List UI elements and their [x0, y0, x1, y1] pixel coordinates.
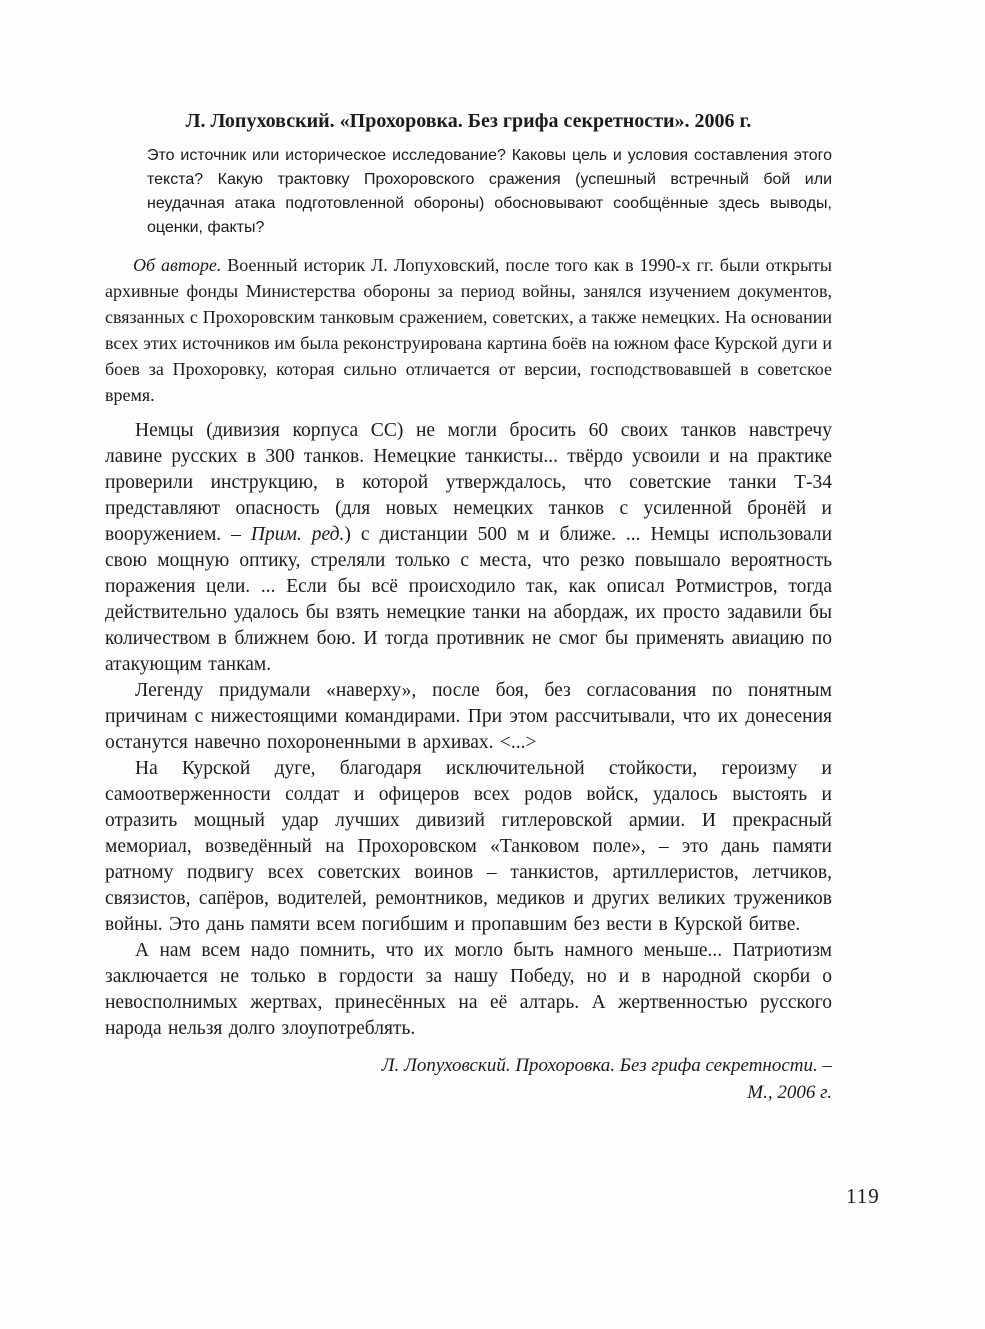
about-author-text: Военный историк Л. Лопуховский, после того как в 1990-х гг. были открыты архивные фонды Министерства обороны за период войны, занялся изучением документов, связанных с Прохоровским танковым сражением, советских, а также немецких. На основании всех этих источников им была реконструирована картина боёв на южном фасе Курской дуги и боев за Прохоровку, которая сильно отличается от версии, господствовавшей в советское время. [105, 255, 832, 405]
question-block: Это источник или историческое исследование? Каковы цель и условия составления этого текста? Какую трактовку Прохоровского сражения (успешный встречный бой или неудачная атака подготовленной обороны) обосновывают сообщённые здесь выводы, оценки, факты? [147, 147, 832, 236]
quote-paragraph-3: На Курской дуге, благодаря исключительной стойкости, героизму и самоотверженности солдат и офицеров всех родов войск, удалось выстоять и отразить мощный удар лучших дивизий гитлеровской армии. И прекрасный мемориал, возведённый на Прохоровском «Танковом поле», – это дань памяти ратному подвигу всех советских воинов – танкистов, артиллеристов, летчиков, связистов, сапёров, водителей, ремонтников, медиков и других великих тружеников войны. Это дань памяти всем погибшим и пропавшим без вести в Курской битве. [105, 758, 832, 935]
document-title: Л. Лопуховский. «Прохоровка. Без грифа секретности». 2006 г. [185, 110, 752, 132]
source-citation-line1: Л. Лопуховский. Прохоровка. Без грифа секретности. – [381, 1055, 832, 1076]
quote-paragraph-1-text-after-note: ) с дистанции 500 м и ближе. ... Немцы использовали свою мощную оптику, стреляли только с места, что резко повышало вероятность поражения цели. ... Если бы всё происходило так, как описал Ротмистров, тогда действительно удалось бы взять немецкие танки на абордаж, их просто задавили бы количеством в ближнем бою. И тогда противник не смог бы применять авиацию по атакующим танкам. [105, 524, 833, 675]
about-author-lead: Об авторе. [133, 255, 222, 275]
editor-note: Прим. ред. [250, 524, 345, 545]
quote-paragraph-1-text-before-note: Немцы (дивизия корпуса СС) не могли бросить 60 своих танков навстречу лавине русских в 300 танков. Немецкие танкисты... твёрдо усвоили и на практике проверили инструкцию, в которой утверждалось, что советские танки Т-34 представляют опасность (для новых немецких танков с усиленной бронёй и вооружением. – [105, 420, 832, 545]
quote-block [105, 418, 832, 1042]
quote-paragraph-4: А нам всем надо помнить, что их могло быть намного меньше... Патриотизм заключается не только в гордости за нашу Победу, но и в народной скорби о невосполнимых жертвах, принесённых на её алтарь. А жертвенностью русского народа нельзя долго злоупотреблять. [105, 940, 832, 1039]
about-author-paragraph [105, 252, 832, 408]
quote-paragraph-1 [105, 418, 832, 678]
text-column [105, 108, 832, 1106]
page-number: 119 [846, 1184, 880, 1208]
source-citation-line2: М., 2006 г. [747, 1082, 832, 1103]
source-citation [105, 1052, 832, 1106]
quote-paragraph-2: Легенду придумали «наверху», после боя, без согласования по понятным причинам с нижестоящими командирами. При этом рассчитывали, что их донесения останутся навечно похороненными в архивах. <...> [105, 680, 832, 753]
